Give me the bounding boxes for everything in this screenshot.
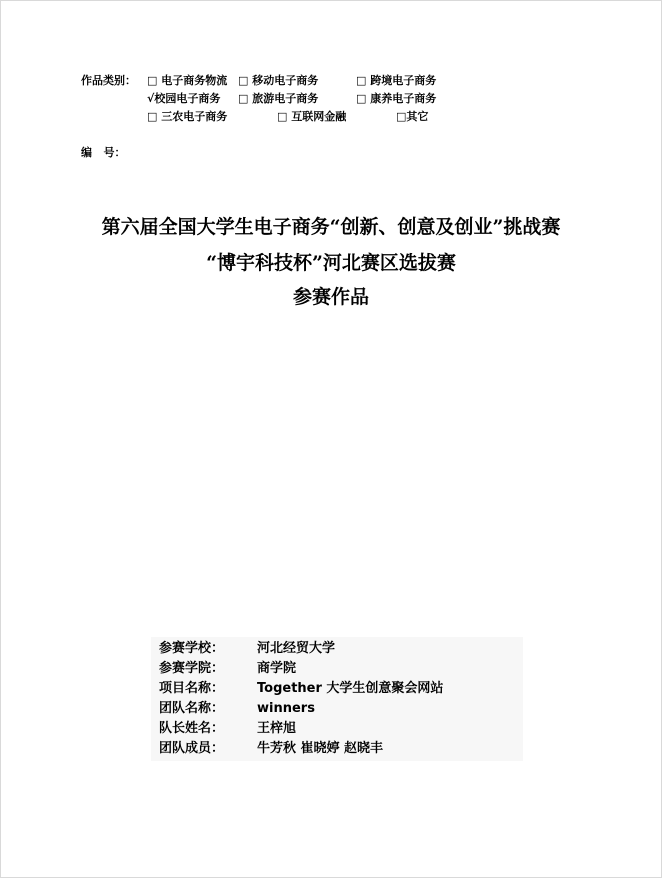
info-value: winners: [257, 701, 315, 716]
info-key: 队长姓名：: [159, 721, 225, 736]
info-value: 河北经贸大学: [257, 641, 336, 656]
serial-number-label: 编 号：: [81, 146, 126, 159]
category-option-travel-ecommerce: □ 旅游电子商务: [238, 92, 319, 105]
category-option-crossborder-ecommerce: □ 跨境电子商务: [356, 74, 437, 87]
info-value: Together 大学生创意聚会网站: [257, 681, 444, 696]
category-option-internet-finance: □ 互联网金融: [277, 110, 347, 123]
info-key: 团队成员：: [159, 741, 225, 756]
category-label: 作品类别：: [81, 74, 136, 87]
category-option-rural-ecommerce: □ 三农电子商务: [147, 110, 228, 123]
info-value: 王梓旭: [257, 721, 297, 736]
info-key: 参赛学校：: [159, 641, 225, 656]
category-option-other: □其它: [396, 110, 429, 123]
document-title-line-1: 第六届全国大学生电子商务“创新、创意及创业”挑战赛: [101, 216, 561, 238]
info-row-team-name: [151, 699, 523, 719]
document-title-line-2: “博宇科技杯”河北赛区选拔赛: [206, 252, 456, 274]
category-option-mobile-ecommerce: □ 移动电子商务: [238, 74, 319, 87]
info-row-team-members: [151, 739, 523, 759]
info-row-captain-name: [151, 719, 523, 739]
info-key: 团队名称：: [159, 701, 225, 716]
info-row-school: [151, 639, 523, 659]
info-key: 项目名称：: [159, 681, 225, 696]
category-option-healthcare-ecommerce: □ 康养电子商务: [356, 92, 437, 105]
info-row-college: [151, 659, 523, 679]
info-value: 牛芳秋 崔晓婷 赵晓丰: [257, 741, 384, 756]
entry-info-table: [151, 637, 523, 761]
category-option-campus-ecommerce: √校园电子商务: [147, 92, 221, 105]
category-option-ecommerce-logistics: □ 电子商务物流: [147, 74, 228, 87]
document-title-line-3: 参赛作品: [292, 286, 369, 308]
info-value: 商学院: [257, 661, 297, 676]
info-key: 参赛学院：: [159, 661, 225, 676]
info-row-project-name: [151, 679, 523, 699]
